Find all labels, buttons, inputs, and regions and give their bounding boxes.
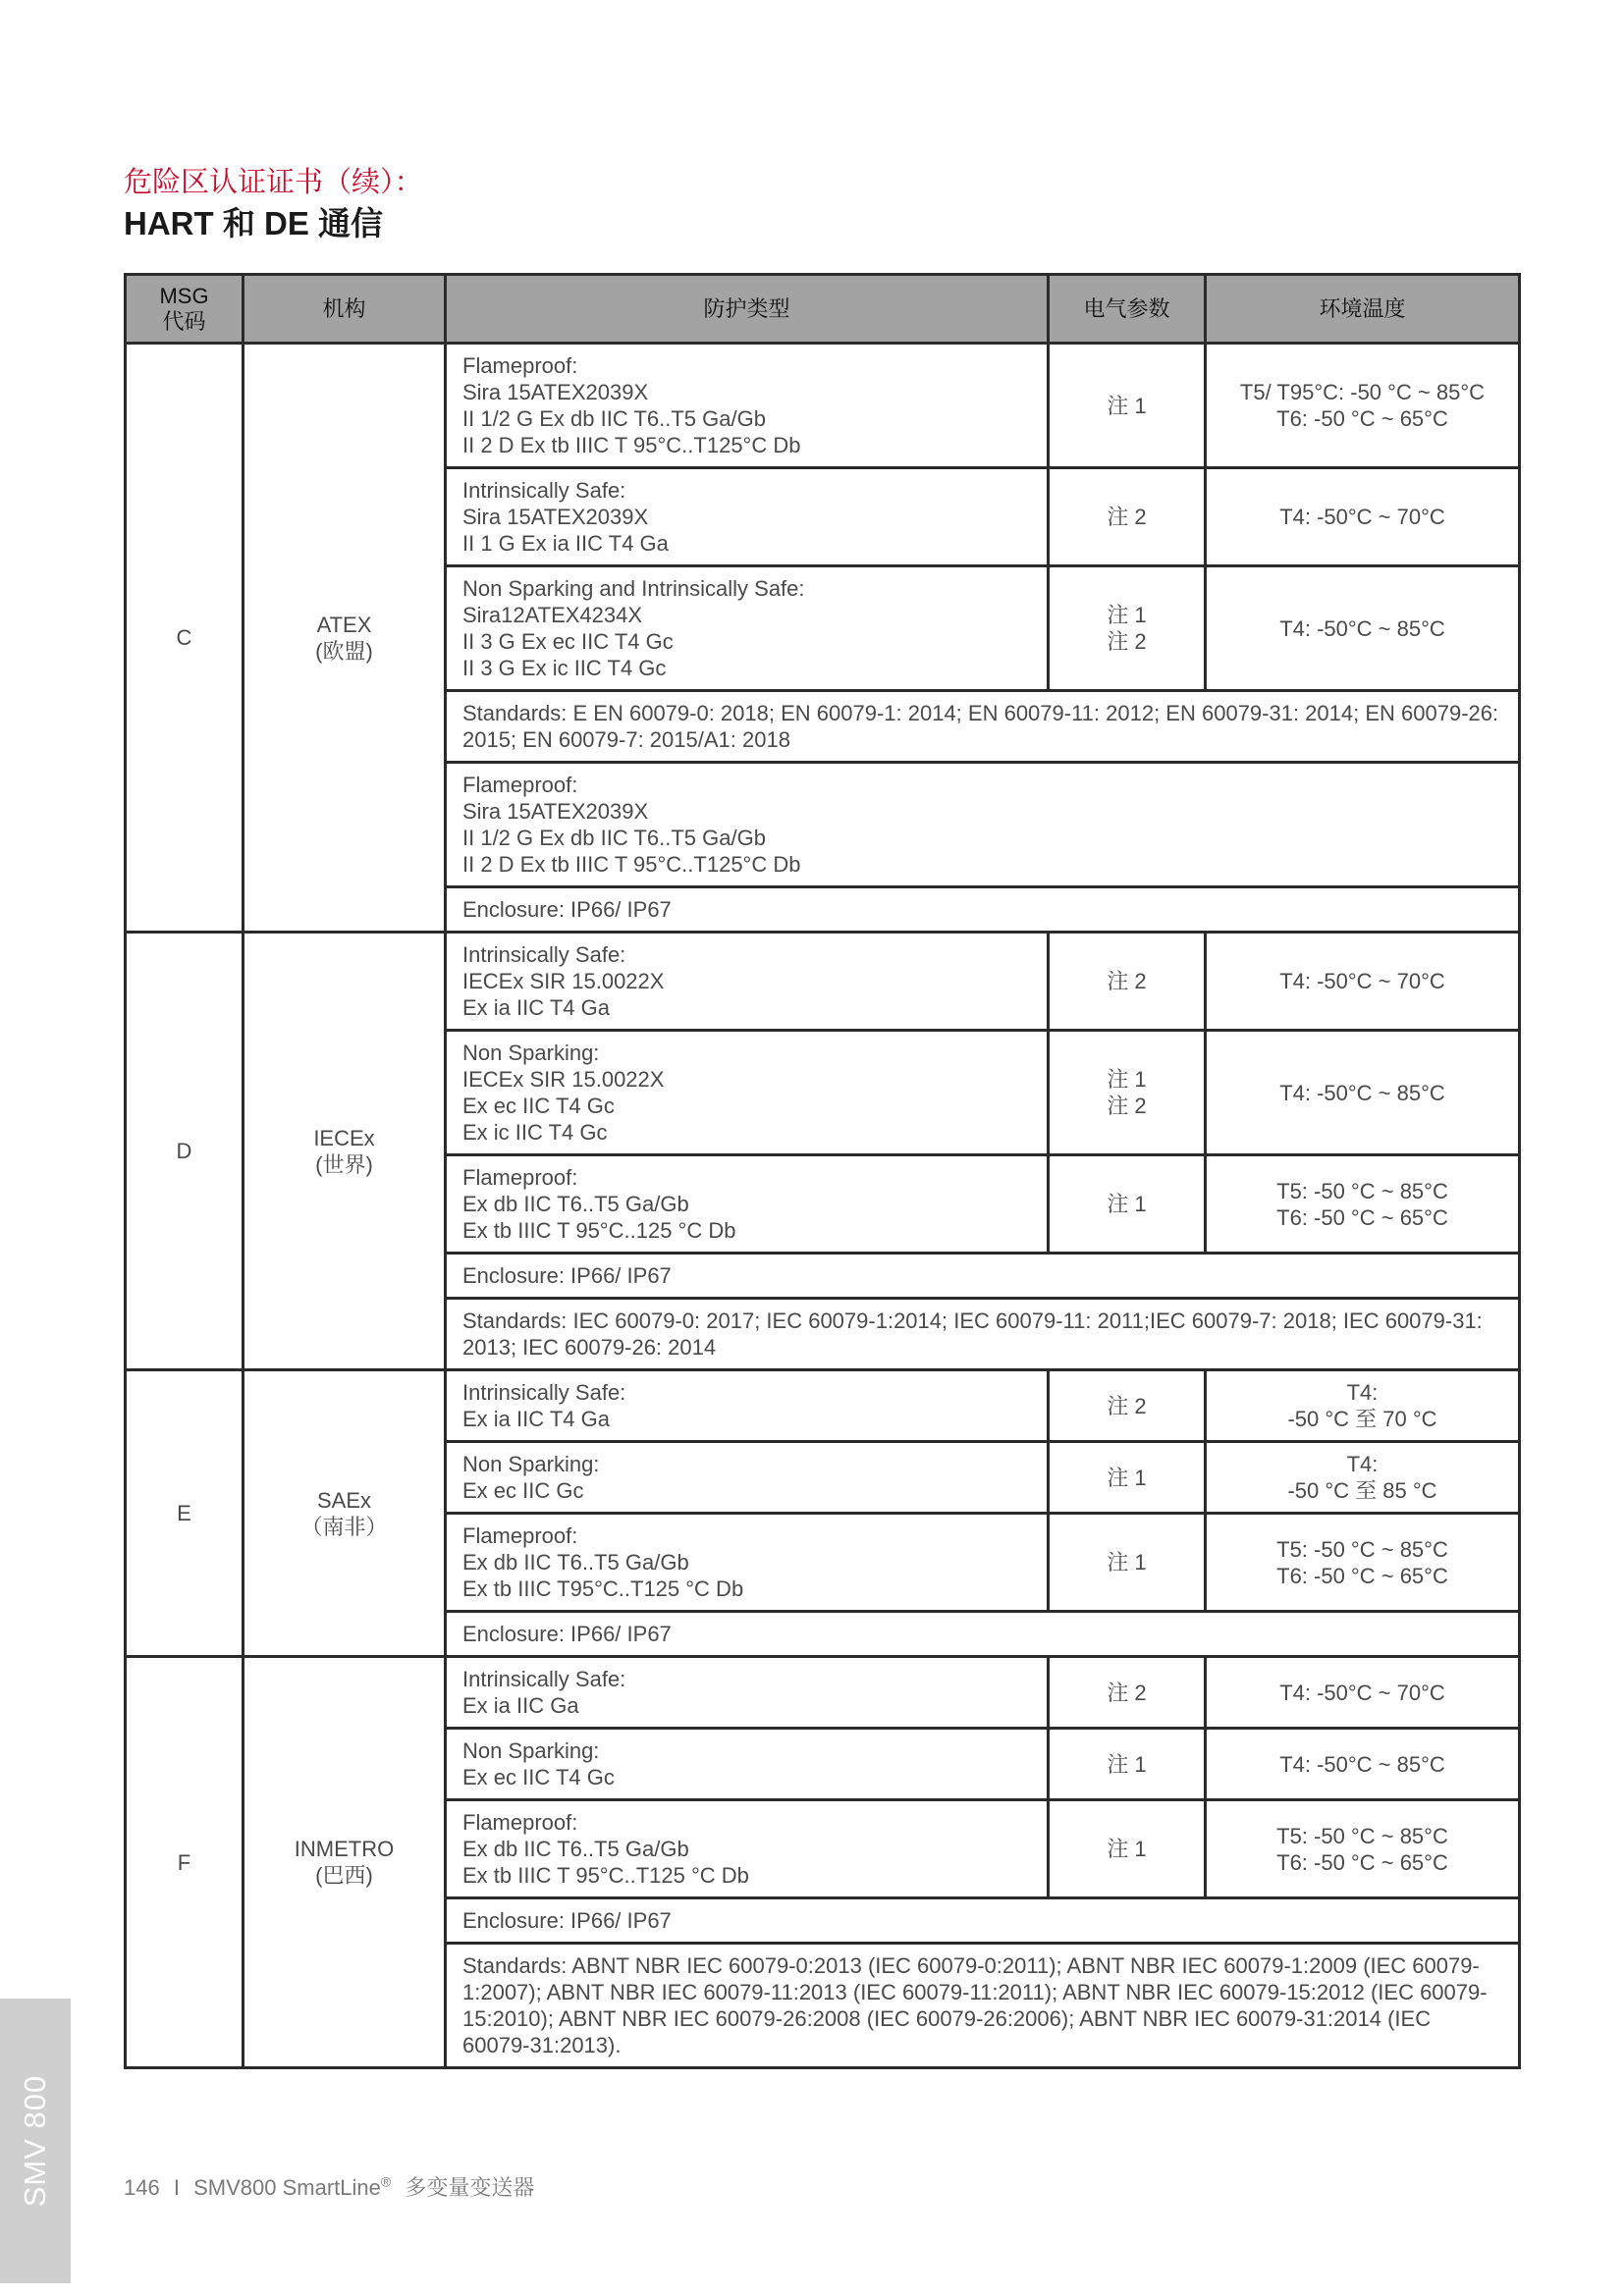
electrical-param-cell: 注 2 <box>1049 1657 1206 1729</box>
page-heading <box>124 165 423 245</box>
protection-line: II 3 G Ex ic IIC T4 Gc <box>462 656 667 680</box>
protection-line: Flameproof: <box>462 773 578 797</box>
full-width-cell: Standards: E EN 60079-0: 2018; EN 60079-1: 2014; EN 60079-11: 2012; EN 60079-31: 2014; EN 60079-26: 2015; EN 60079-7: 2015/A1: 2018 <box>446 691 1520 763</box>
msg-code-cell: D <box>126 933 244 1370</box>
electrical-param-cell: 注 1 <box>1049 1442 1206 1514</box>
ambient-temp-cell: T4: -50°C ~ 70°C <box>1206 468 1520 566</box>
protection-type-cell <box>446 1370 1049 1442</box>
protection-line: Sira12ATEX4234X <box>462 603 643 627</box>
msg-code-cell: C <box>126 344 244 933</box>
table-header-row <box>126 275 1520 344</box>
protection-line: Ex ec IIC T4 Gc <box>462 1094 615 1118</box>
protection-type-cell <box>446 1800 1049 1898</box>
protection-type-cell <box>446 1729 1049 1800</box>
electrical-param-cell: 注 1 <box>1049 1155 1206 1254</box>
footer-product: SMV800 SmartLine® <box>193 2173 392 2200</box>
protection-line: Flameproof: <box>462 1810 578 1835</box>
protection-line: II 1/2 G Ex db IIC T6..T5 Ga/Gb <box>462 826 766 850</box>
full-width-cell <box>446 763 1520 887</box>
protection-type-cell <box>446 1155 1049 1254</box>
protection-line: Ex tb IIIC T 95°C..125 °C Db <box>462 1218 736 1243</box>
protection-line: II 1/2 G Ex db IIC T6..T5 Ga/Gb <box>462 406 766 431</box>
ambient-temp-cell: T4: -50 °C 至 85 °C <box>1206 1442 1520 1514</box>
protection-line: Ex db IIC T6..T5 Ga/Gb <box>462 1192 689 1216</box>
full-width-cell: Enclosure: IP66/ IP67 <box>446 1898 1520 1944</box>
ambient-temp-cell: T4: -50°C ~ 85°C <box>1206 1031 1520 1155</box>
certification-table <box>124 273 1521 2069</box>
ambient-temp-cell: T4: -50°C ~ 85°C <box>1206 566 1520 691</box>
agency-cell: SAEx （南非） <box>244 1370 446 1657</box>
protection-line: Ex db IIC T6..T5 Ga/Gb <box>462 1550 689 1575</box>
protection-line: Non Sparking: <box>462 1738 600 1763</box>
section-subtitle: 危险区认证证书（续）： <box>124 167 423 198</box>
protection-line: IECEx SIR 15.0022X <box>462 969 665 993</box>
electrical-param-cell: 注 1 注 2 <box>1049 566 1206 691</box>
protection-line: Ex db IIC T6..T5 Ga/Gb <box>462 1837 689 1861</box>
side-tab-label: SMV 800 <box>18 2074 52 2208</box>
electrical-param-cell: 注 1 <box>1049 1800 1206 1898</box>
protection-line: II 2 D Ex tb IIIC T 95°C..T125°C Db <box>462 433 801 457</box>
ambient-temp-cell: T4: -50°C ~ 70°C <box>1206 1657 1520 1729</box>
electrical-param-cell: 注 2 <box>1049 468 1206 566</box>
protection-type-cell <box>446 344 1049 468</box>
protection-line: Sira 15ATEX2039X <box>462 380 649 404</box>
electrical-param-cell: 注 1 <box>1049 1729 1206 1800</box>
table-row <box>126 1370 1520 1442</box>
full-width-cell: Standards: ABNT NBR IEC 60079-0:2013 (IEC 60079-0:2011); ABNT NBR IEC 60079-1:2009 (IEC 60079-1:2007); ABNT NBR IEC 60079-11:2013 (IEC 60079-11:2011); ABNT NBR IEC 60079-15:2012 (IEC 60079-15:2010); ABNT NBR IEC 60079-26:2008 (IEC 60079-26:2006); ABNT NBR IEC 60079-31:2014 (IEC 60079-31:2013). <box>446 1944 1520 2068</box>
electrical-param-cell: 注 1 <box>1049 1514 1206 1612</box>
ambient-temp-cell: T4: -50 °C 至 70 °C <box>1206 1370 1520 1442</box>
protection-line: Sira 15ATEX2039X <box>462 505 649 529</box>
section-title: HART 和 DE 通信 <box>124 205 383 241</box>
header-protection-type: 防护类型 <box>446 275 1049 344</box>
page-number: 146 <box>124 2175 160 2200</box>
msg-code-cell: F <box>126 1657 244 2068</box>
agency-cell: ATEX (欧盟) <box>244 344 446 933</box>
protection-line: II 2 D Ex tb IIIC T 95°C..T125°C Db <box>462 852 801 877</box>
protection-type-cell <box>446 566 1049 691</box>
protection-line: Sira 15ATEX2039X <box>462 799 649 824</box>
protection-type-cell <box>446 1442 1049 1514</box>
electrical-param-cell: 注 2 <box>1049 933 1206 1031</box>
protection-line: Ex ia IIC T4 Ga <box>462 1407 610 1431</box>
full-width-cell: Standards: IEC 60079-0: 2017; IEC 60079-1:2014; IEC 60079-11: 2011;IEC 60079-7: 2018; IEC 60079-31: 2013; IEC 60079-26: 2014 <box>446 1299 1520 1370</box>
table-row <box>126 933 1520 1031</box>
agency-cell: INMETRO (巴西) <box>244 1657 446 2068</box>
protection-line: Flameproof: <box>462 1523 578 1548</box>
protection-line: Flameproof: <box>462 353 578 378</box>
header-electrical-params: 电气参数 <box>1049 275 1206 344</box>
header-msg-code: MSG 代码 <box>126 275 244 344</box>
table-row <box>126 344 1520 468</box>
protection-line: Non Sparking: <box>462 1452 600 1476</box>
header-ambient-temp: 环境温度 <box>1206 275 1520 344</box>
protection-type-cell <box>446 1657 1049 1729</box>
protection-line: Flameproof: <box>462 1165 578 1190</box>
full-width-cell: Enclosure: IP66/ IP67 <box>446 1254 1520 1299</box>
full-width-cell: Enclosure: IP66/ IP67 <box>446 887 1520 933</box>
protection-line: Ex ia IIC Ga <box>462 1693 579 1718</box>
ambient-temp-cell: T5: -50 °C ~ 85°C T6: -50 °C ~ 65°C <box>1206 1155 1520 1254</box>
ambient-temp-cell: T4: -50°C ~ 70°C <box>1206 933 1520 1031</box>
header-agency: 机构 <box>244 275 446 344</box>
agency-cell: IECEx (世界) <box>244 933 446 1370</box>
protection-type-cell <box>446 468 1049 566</box>
electrical-param-cell: 注 2 <box>1049 1370 1206 1442</box>
protection-type-cell <box>446 1514 1049 1612</box>
protection-line: Intrinsically Safe: <box>462 1667 626 1691</box>
protection-line: Ex tb IIIC T 95°C..T125 °C Db <box>462 1863 749 1888</box>
electrical-param-cell: 注 1 注 2 <box>1049 1031 1206 1155</box>
protection-line: Intrinsically Safe: <box>462 942 626 967</box>
ambient-temp-cell: T5/ T95°C: -50 °C ~ 85°C T6: -50 °C ~ 65°C <box>1206 344 1520 468</box>
protection-type-cell <box>446 933 1049 1031</box>
table-row <box>126 1657 1520 1729</box>
protection-line: II 1 G Ex ia IIC T4 Ga <box>462 531 669 556</box>
protection-line: Intrinsically Safe: <box>462 478 626 503</box>
protection-line: Ex ic IIC T4 Gc <box>462 1120 608 1145</box>
ambient-temp-cell: T5: -50 °C ~ 85°C T6: -50 °C ~ 65°C <box>1206 1800 1520 1898</box>
protection-line: IECEx SIR 15.0022X <box>462 1067 665 1092</box>
protection-line: Ex ia IIC T4 Ga <box>462 995 610 1020</box>
protection-line: Ex ec IIC T4 Gc <box>462 1765 615 1789</box>
protection-type-cell <box>446 1031 1049 1155</box>
protection-line: Ex ec IIC Gc <box>462 1478 584 1503</box>
ambient-temp-cell: T5: -50 °C ~ 85°C T6: -50 °C ~ 65°C <box>1206 1514 1520 1612</box>
side-tab <box>0 1999 71 2283</box>
protection-line: II 3 G Ex ec IIC T4 Gc <box>462 629 674 654</box>
msg-code-cell: E <box>126 1370 244 1657</box>
protection-line: Ex tb IIIC T95°C..T125 °C Db <box>462 1576 744 1601</box>
footer-product-suffix: 多变量变送器 <box>405 2175 535 2200</box>
ambient-temp-cell: T4: -50°C ~ 85°C <box>1206 1729 1520 1800</box>
full-width-cell: Enclosure: IP66/ IP67 <box>446 1612 1520 1657</box>
electrical-param-cell: 注 1 <box>1049 344 1206 468</box>
protection-line: Non Sparking and Intrinsically Safe: <box>462 576 805 601</box>
protection-line: Intrinsically Safe: <box>462 1380 626 1405</box>
page-footer <box>124 2171 542 2202</box>
protection-line: Non Sparking: <box>462 1041 600 1065</box>
footer-separator: I <box>173 2175 180 2200</box>
